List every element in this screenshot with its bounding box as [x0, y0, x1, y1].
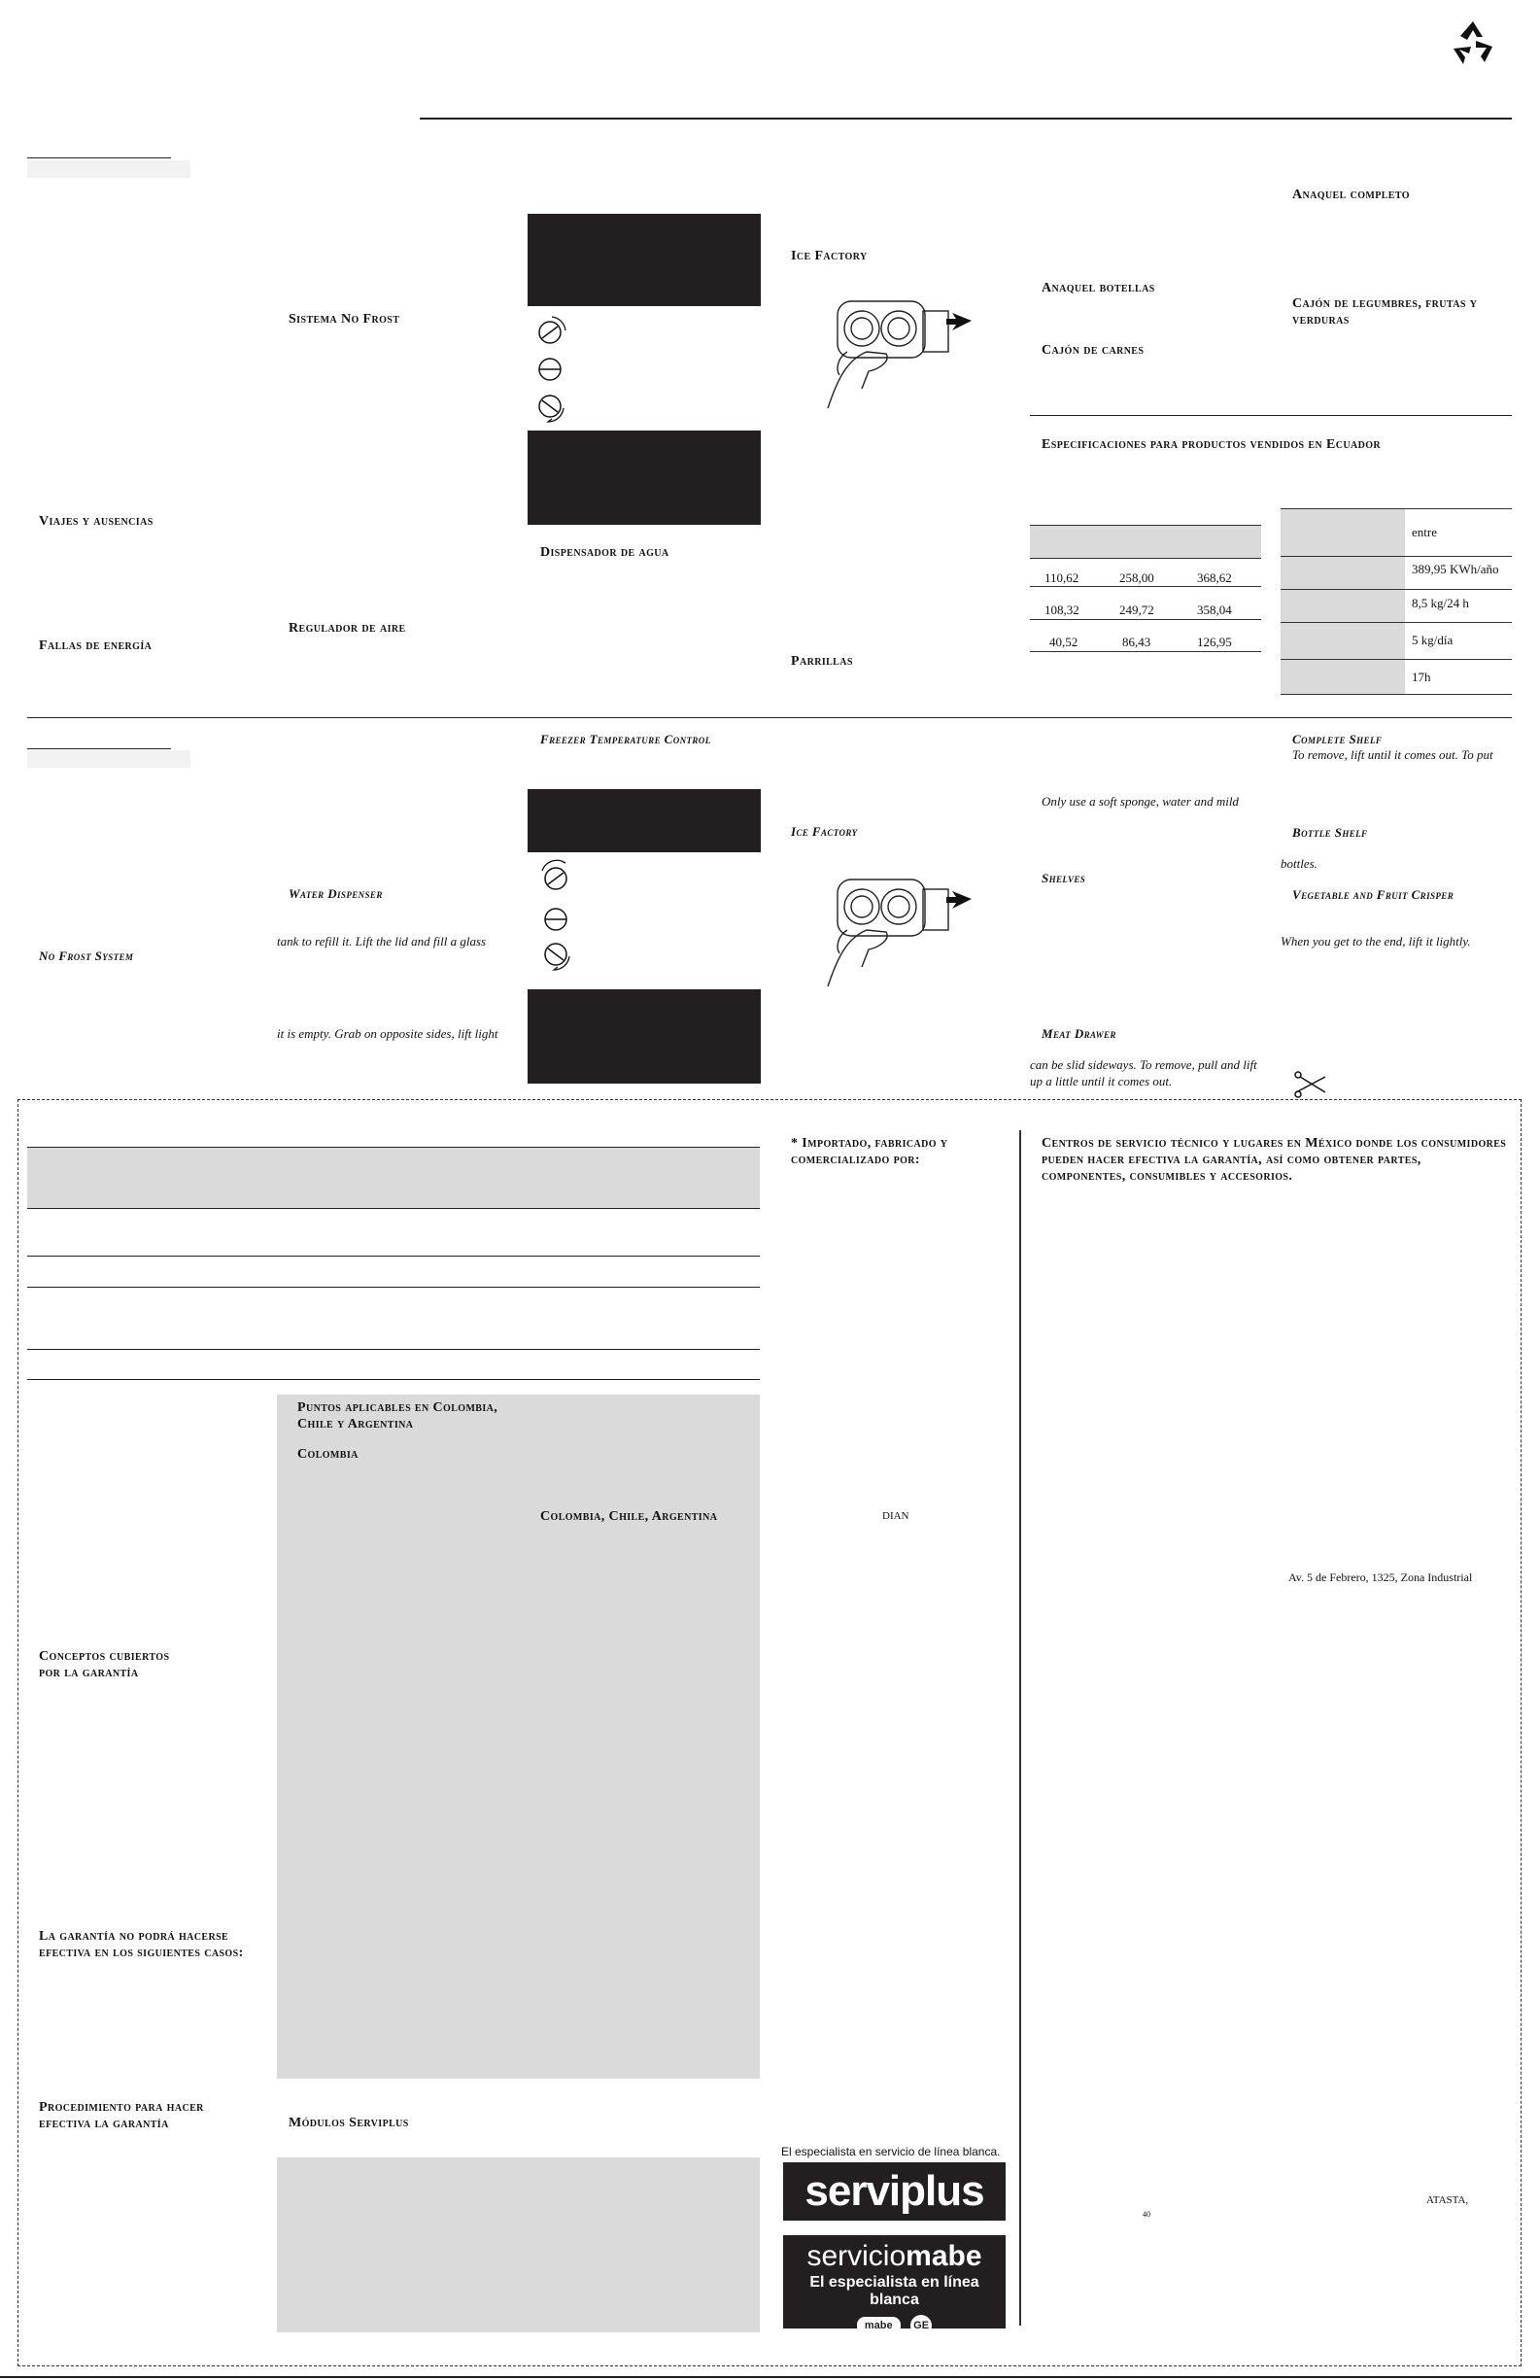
serviciomabe-b: mabe — [906, 2240, 982, 2272]
spec-value: 8,5 kg/24 h — [1412, 596, 1469, 610]
heading-shelves: Shelves — [1042, 871, 1086, 885]
meat-text-1: can be slid sideways. To remove, pull and lift — [1030, 1057, 1257, 1072]
heading-cca: Colombia, Chile, Argentina — [540, 1509, 718, 1524]
table-cell: 368,62 — [1197, 570, 1232, 585]
specs-right-rule — [1281, 622, 1512, 623]
mabe-badge: mabe — [857, 2317, 901, 2334]
image-placeholder-1 — [528, 214, 761, 306]
heading-cajon-carnes: Cajón de carnes — [1042, 343, 1145, 358]
specs-table-rule — [1030, 586, 1261, 587]
table-cell: 108,32 — [1044, 603, 1079, 617]
heading-anaquel-completo: Anaquel completo — [1292, 188, 1410, 202]
specs-table-header — [1030, 525, 1261, 559]
heading-regulador: Regulador de aire — [289, 621, 406, 636]
heading-viajes: Viajes y ausencias — [39, 514, 154, 529]
heading-no-podra: La garantía no podrá hacerse efectiva en los siguientes casos: — [39, 1929, 244, 1960]
dial-rotate-left-icon — [536, 857, 575, 896]
specs-right-rule — [1281, 589, 1512, 590]
heading-parrillas: Parrillas — [791, 654, 853, 669]
water-text-1: tank to refill it. Lift the lid and fill a glass — [277, 934, 487, 949]
table-cell: 126,95 — [1197, 635, 1232, 649]
recycle-icon — [1446, 17, 1500, 72]
heading-puntos: Puntos aplicables en Colombia, Chile y Argentina — [297, 1400, 498, 1431]
specs-table-rule — [1030, 619, 1261, 620]
heading-water-dispenser: Water Dispenser — [289, 886, 383, 901]
heading-crisper: Vegetable and Fruit Crisper — [1292, 887, 1454, 902]
image-placeholder-2 — [528, 431, 761, 525]
specs-rule — [1030, 415, 1512, 416]
section-rule-es — [27, 157, 171, 158]
section-divider — [27, 717, 1512, 718]
specs-title: Especificaciones para productos vendidos en Ecuador — [1042, 437, 1382, 452]
dial-center-icon — [536, 900, 575, 939]
sponge-text: Only use a soft sponge, water and mild — [1042, 794, 1239, 809]
water-text-2: it is empty. Grab on opposite sides, lift light — [277, 1026, 498, 1041]
meat-text-2: up a little until it comes out. — [1030, 1074, 1173, 1088]
serviplus-tagline: El especialista en servicio de línea blanca. — [781, 2145, 1001, 2158]
specs-right-rule — [1281, 659, 1512, 660]
warranty-coupon-border — [17, 1099, 1522, 2366]
table-cell: 249,72 — [1119, 603, 1154, 617]
specs-right-rule — [1281, 694, 1512, 695]
heading-cajon-legumbres: Cajón de legumbres, frutas y verduras — [1292, 296, 1478, 328]
heading-fallas: Fallas de energía — [39, 638, 153, 653]
heading-meat-drawer: Meat Drawer — [1042, 1026, 1116, 1041]
heading-anaquel-botellas: Anaquel botellas — [1042, 281, 1155, 295]
serviplus-logo-text: serviplus — [804, 2167, 984, 2215]
top-rule — [420, 118, 1512, 120]
heading-icefactory-en: Ice Factory — [791, 824, 858, 839]
warranty-rule — [27, 1349, 760, 1350]
image-placeholder-3 — [528, 789, 761, 852]
warranty-header-shade — [27, 1148, 760, 1208]
heading-conceptos: Conceptos cubiertos por la garantía — [39, 1649, 170, 1680]
heading-dispensador: Dispensador de agua — [540, 545, 669, 560]
ice-factory-illustration — [808, 870, 974, 996]
serviciomabe-title — [783, 2239, 1006, 2274]
table-cell: 40,52 — [1049, 635, 1078, 649]
specs-right-rule — [1281, 556, 1512, 557]
serviciomabe-logo — [783, 2235, 1006, 2331]
section-rule-en — [27, 748, 171, 749]
heading-nofrost-en: No Frost System — [39, 949, 134, 963]
small-number: 40 — [1143, 2210, 1150, 2219]
warranty-rule — [27, 1287, 760, 1288]
spec-value: 389,95 KWh/año — [1412, 562, 1499, 576]
bottles-text: bottles. — [1281, 856, 1318, 871]
warranty-rule — [27, 1208, 760, 1209]
heading-procedimiento: Procedimiento para hacer efectiva la garantía — [39, 2100, 204, 2131]
spec-value: 5 kg/día — [1412, 633, 1454, 647]
modulos-shade — [277, 2157, 760, 2332]
dial-rotate-left-icon — [530, 313, 569, 352]
heading-modulos: Módulos Serviplus — [289, 2116, 409, 2130]
ice-factory-illustration — [808, 292, 974, 418]
atasta-text: ATASTA, — [1426, 2194, 1469, 2206]
spec-value: 17h — [1412, 670, 1431, 684]
table-cell: 86,43 — [1122, 635, 1151, 649]
table-cell: 358,04 — [1197, 603, 1232, 617]
section-tab-en — [27, 750, 190, 768]
serviciomabe-tagline: El especialista en línea blanca — [809, 2274, 979, 2308]
heading-freezer-control: Freezer Temperature Control — [540, 732, 711, 746]
puntos-shade — [277, 1395, 760, 2079]
serviciomabe-badges — [783, 2315, 1006, 2336]
heading-colombia: Colombia — [297, 1447, 359, 1462]
serviplus-logo — [783, 2162, 1006, 2221]
section-tab-es — [27, 160, 190, 178]
warranty-rule — [27, 1379, 760, 1380]
address-text: Av. 5 de Febrero, 1325, Zona Industrial — [1288, 1570, 1473, 1584]
heading-icefactory-es: Ice Factory — [791, 249, 868, 263]
spec-value: entre — [1412, 525, 1437, 539]
column-divider — [1019, 1130, 1021, 2326]
dial-center-icon — [530, 350, 569, 389]
complete-shelf-text: To remove, lift until it comes out. To put — [1292, 747, 1493, 762]
ge-badge: GE — [910, 2315, 932, 2336]
table-cell: 258,00 — [1119, 570, 1154, 585]
serviciomabe-a: servicio — [806, 2240, 907, 2272]
heading-importado: * Importado, fabricado y comercializado por: — [791, 1136, 948, 1167]
heading-nofrost-es: Sistema No Frost — [289, 312, 400, 327]
warranty-rule — [27, 1256, 760, 1257]
dian-label: DIAN — [882, 1510, 909, 1522]
dial-rotate-right-icon — [536, 935, 575, 974]
heading-centros: Centros de servicio técnico y lugares en México donde los consumidores pueden hacer efectiva la garantía, así como obtener partes, componentes, consumibles y accesorios. — [1042, 1136, 1507, 1184]
image-placeholder-4 — [528, 989, 761, 1084]
specs-table-rule — [1030, 651, 1261, 652]
dial-rotate-right-icon — [530, 387, 569, 426]
scissors-icon — [1292, 1071, 1331, 1100]
heading-bottle-shelf: Bottle Shelf — [1292, 825, 1368, 840]
bottom-rule — [0, 2376, 1540, 2378]
heading-complete-shelf: Complete Shelf — [1292, 732, 1383, 746]
specs-right-shade — [1281, 509, 1405, 694]
crisper-text: When you get to the end, lift it lightly. — [1281, 934, 1471, 949]
table-cell: 110,62 — [1044, 570, 1079, 585]
